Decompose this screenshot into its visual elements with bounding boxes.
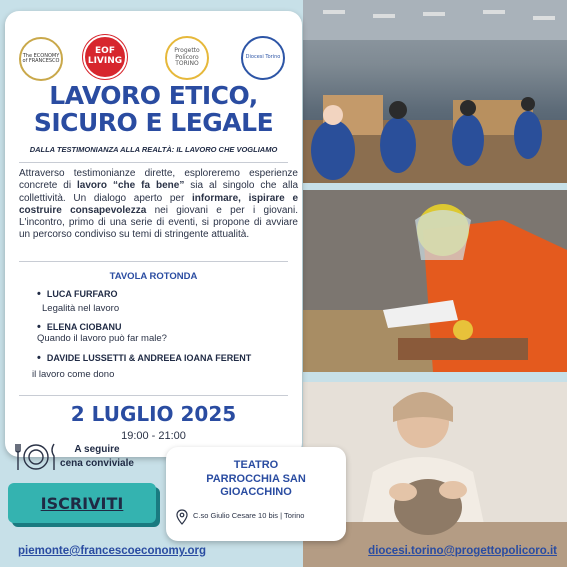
venue-name: TEATRO PARROCCHIA SAN GIOACCHINO [206,459,306,498]
location-pin-icon [176,509,188,525]
email-link-piemonte[interactable]: piemonte@francescoeconomy.org [18,545,207,557]
divider [19,395,288,396]
plate-cutlery-icon [14,440,58,474]
tavola-rotonda-heading: TAVOLA ROTONDA [109,271,198,282]
economy-of-francesco-logo: The ECONOMY of FRANCESCO [19,37,63,81]
partner-logos [5,23,302,83]
speaker-topic: il lavoro come dono [32,369,115,380]
factory-workers-photo [303,0,567,183]
email-link-diocesi[interactable]: diocesi.torino@progettopolicoro.it [368,545,557,557]
dinner-note: A seguire cena conviviale [60,444,134,469]
venue-card [166,447,346,541]
event-date: 2 LUGLIO 2025 [70,402,237,426]
page-subtitle: DALLA TESTIMONIANZA ALLA REALTÀ: IL LAVORO CHE VOGLIAMO [29,145,278,154]
intro-paragraph: Attraverso testimonianze dirette, esploreremo esperienze concrete di lavoro “che fa bene” sia al singolo che alla collettività. Un dialogo aperto per informare, ispirare e costruire consapevolezza nei giovani e per i giovani. L'incontro, primo di una serie di eventi, si propone di avviare un percorso condiviso su temi di stringente attualità. [19,168,299,241]
speaker-name: • LUCA FURFARO [37,288,118,300]
speaker-topic: Quando il lavoro può far male? [37,333,167,344]
divider [19,162,288,163]
divider [19,261,288,262]
event-time: 19:00 - 21:00 [121,430,186,442]
speaker-name: • ELENA CIOBANU [37,321,122,333]
speaker-name: • DAVIDE LUSSETTI & ANDREEA IOANA FERENT [37,352,251,364]
eof-living-logo: EOF LIVING [83,35,127,79]
page-title: LAVORO ETICO, SICURO E LEGALE [33,81,274,137]
venue-address: C.so Giulio Cesare 10 bis | Torino [193,511,305,520]
speaker-topic: Legalità nel lavoro [42,303,120,314]
diocesi-torino-logo: Diocesi Torino [241,36,285,80]
progetto-policoro-logo: Progetto Policoro TORINO [165,36,209,80]
iscriviti-button[interactable]: ISCRIVITI [8,483,156,523]
event-info-card [5,11,302,457]
welder-worker-photo [303,190,567,372]
